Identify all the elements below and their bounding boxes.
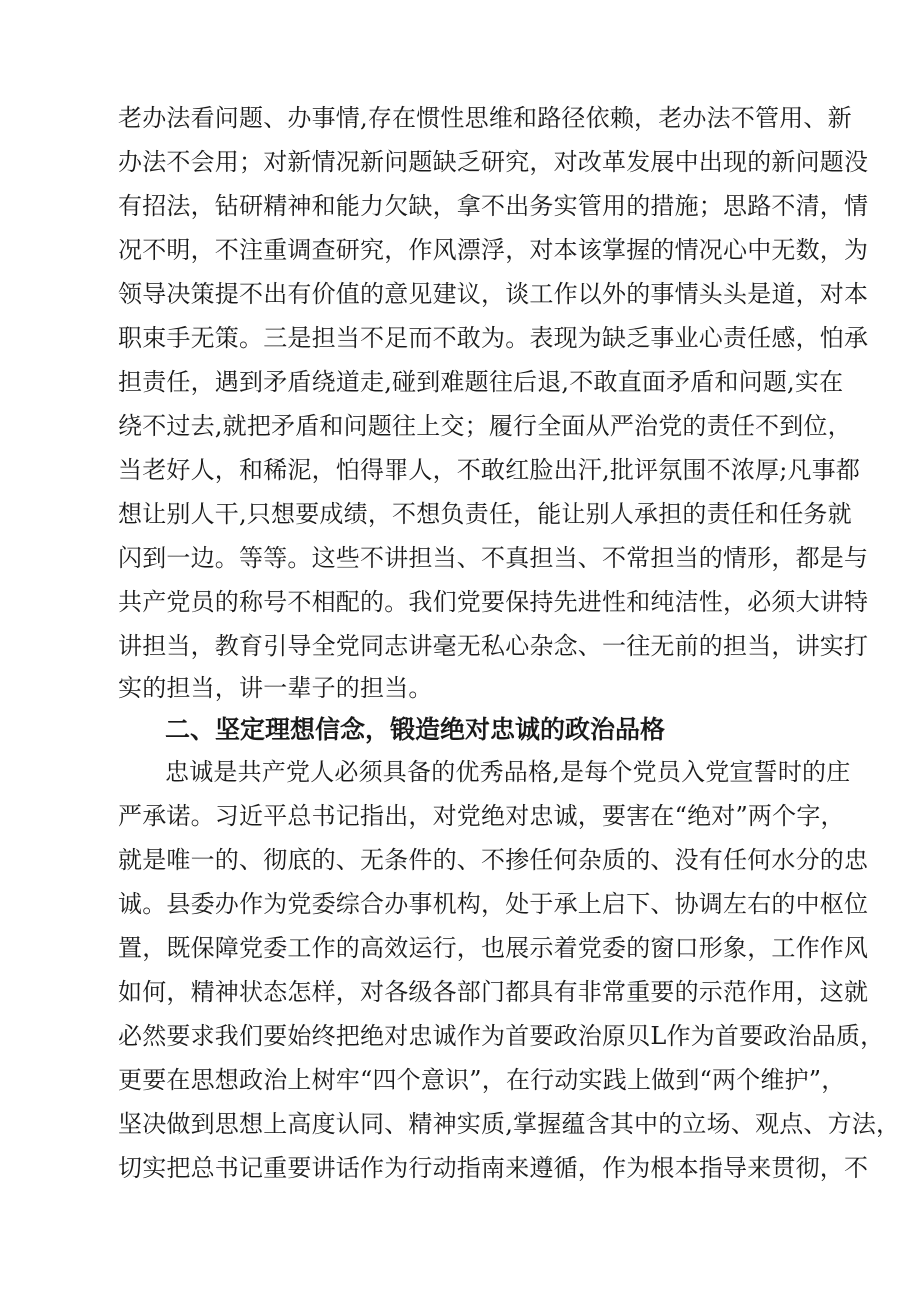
paragraph-line: 置，既保障党委工作的高效运行，也展示着党委的窗口形象，工作作风: [118, 934, 869, 962]
paragraph-line: 办法不会用；对新情况新问题缺乏研究，对改革发展中出现的新问题没: [118, 148, 869, 176]
paragraph-line: 想让别人干,只想要成绩，不想负责任，能让别人承担的责任和任务就: [118, 500, 852, 528]
paragraph-line: 职束手无策。三是担当不足而不敢为。表现为缺乏事业心责任感，怕承: [118, 324, 869, 352]
paragraph-line: 领导决策提不出有价值的意见建议，谈工作以外的事情头头是道，对本: [118, 280, 869, 308]
paragraph-line: 有招法，钻研精神和能力欠缺，拿不出务实管用的措施；思路不清，情: [118, 192, 869, 220]
paragraph-line: 讲担当，教育引导全党同志讲毫无私心杂念、一往无前的担当，讲实打: [118, 632, 869, 660]
paragraph-line: 况不明，不注重调查研究，作风漂浮，对本该掌握的情况心中无数，为: [118, 236, 869, 264]
section-heading: 二、坚定理想信念，锻造绝对忠诚的政治品格: [165, 715, 666, 744]
paragraph-line: 坚决做到思想上高度认同、精神实质,掌握蕴含其中的立场、观点、方法，: [118, 1110, 901, 1138]
paragraph-line: 实的担当，讲一辈子的担当。: [118, 674, 433, 702]
paragraph-line: 更要在思想政治上树牢“四个意识”，在行动实践上做到“两个维护”，: [118, 1066, 846, 1094]
paragraph-line: 闪到一边。等等。这些不讲担当、不真担当、不常担当的情形，都是与: [118, 544, 869, 572]
paragraph-line: 切实把总书记重要讲话作为行动指南来遵循，作为根本指导来贯彻，不: [118, 1154, 869, 1182]
paragraph-line: 绕不过去,就把矛盾和问题往上交；履行全面从严治党的责任不到位，: [118, 412, 852, 440]
paragraph-line: 忠诚是共产党人必须具备的优秀品格,是每个党员入党宣誓时的庄: [165, 758, 851, 786]
paragraph-line: 老办法看问题、办事情,存在惯性思维和路径依赖，老办法不管用、新: [118, 104, 852, 132]
paragraph-line: 如何，精神状态怎样，对各级各部门都具有非常重要的示范作用，这就: [118, 978, 869, 1006]
paragraph-line: 当老好人，和稀泥，怕得罪人，不敢红脸出汗,批评氛围不浓厚;凡事都: [118, 456, 861, 484]
paragraph-line: 共产党员的称号不相配的。我们党要保持先进性和纯洁性，必须大讲特: [118, 588, 869, 616]
paragraph-line: 必然要求我们要始终把绝对忠诚作为首要政治原贝L作为首要政治品质，: [118, 1022, 885, 1050]
paragraph-line: 严承诺。习近平总书记指出，对党绝对忠诚，要害在“绝对”两个字，: [118, 802, 845, 830]
paragraph-line: 诚。县委办作为党委综合办事机构，处于承上启下、协调左右的中枢位: [118, 890, 869, 918]
paragraph-line: 担责任，遇到矛盾绕道走,碰到难题往后退,不敢直面矛盾和问题,实在: [118, 368, 844, 396]
paragraph-line: 就是唯一的、彻底的、无条件的、不掺任何杂质的、没有任何水分的忠: [118, 846, 869, 874]
